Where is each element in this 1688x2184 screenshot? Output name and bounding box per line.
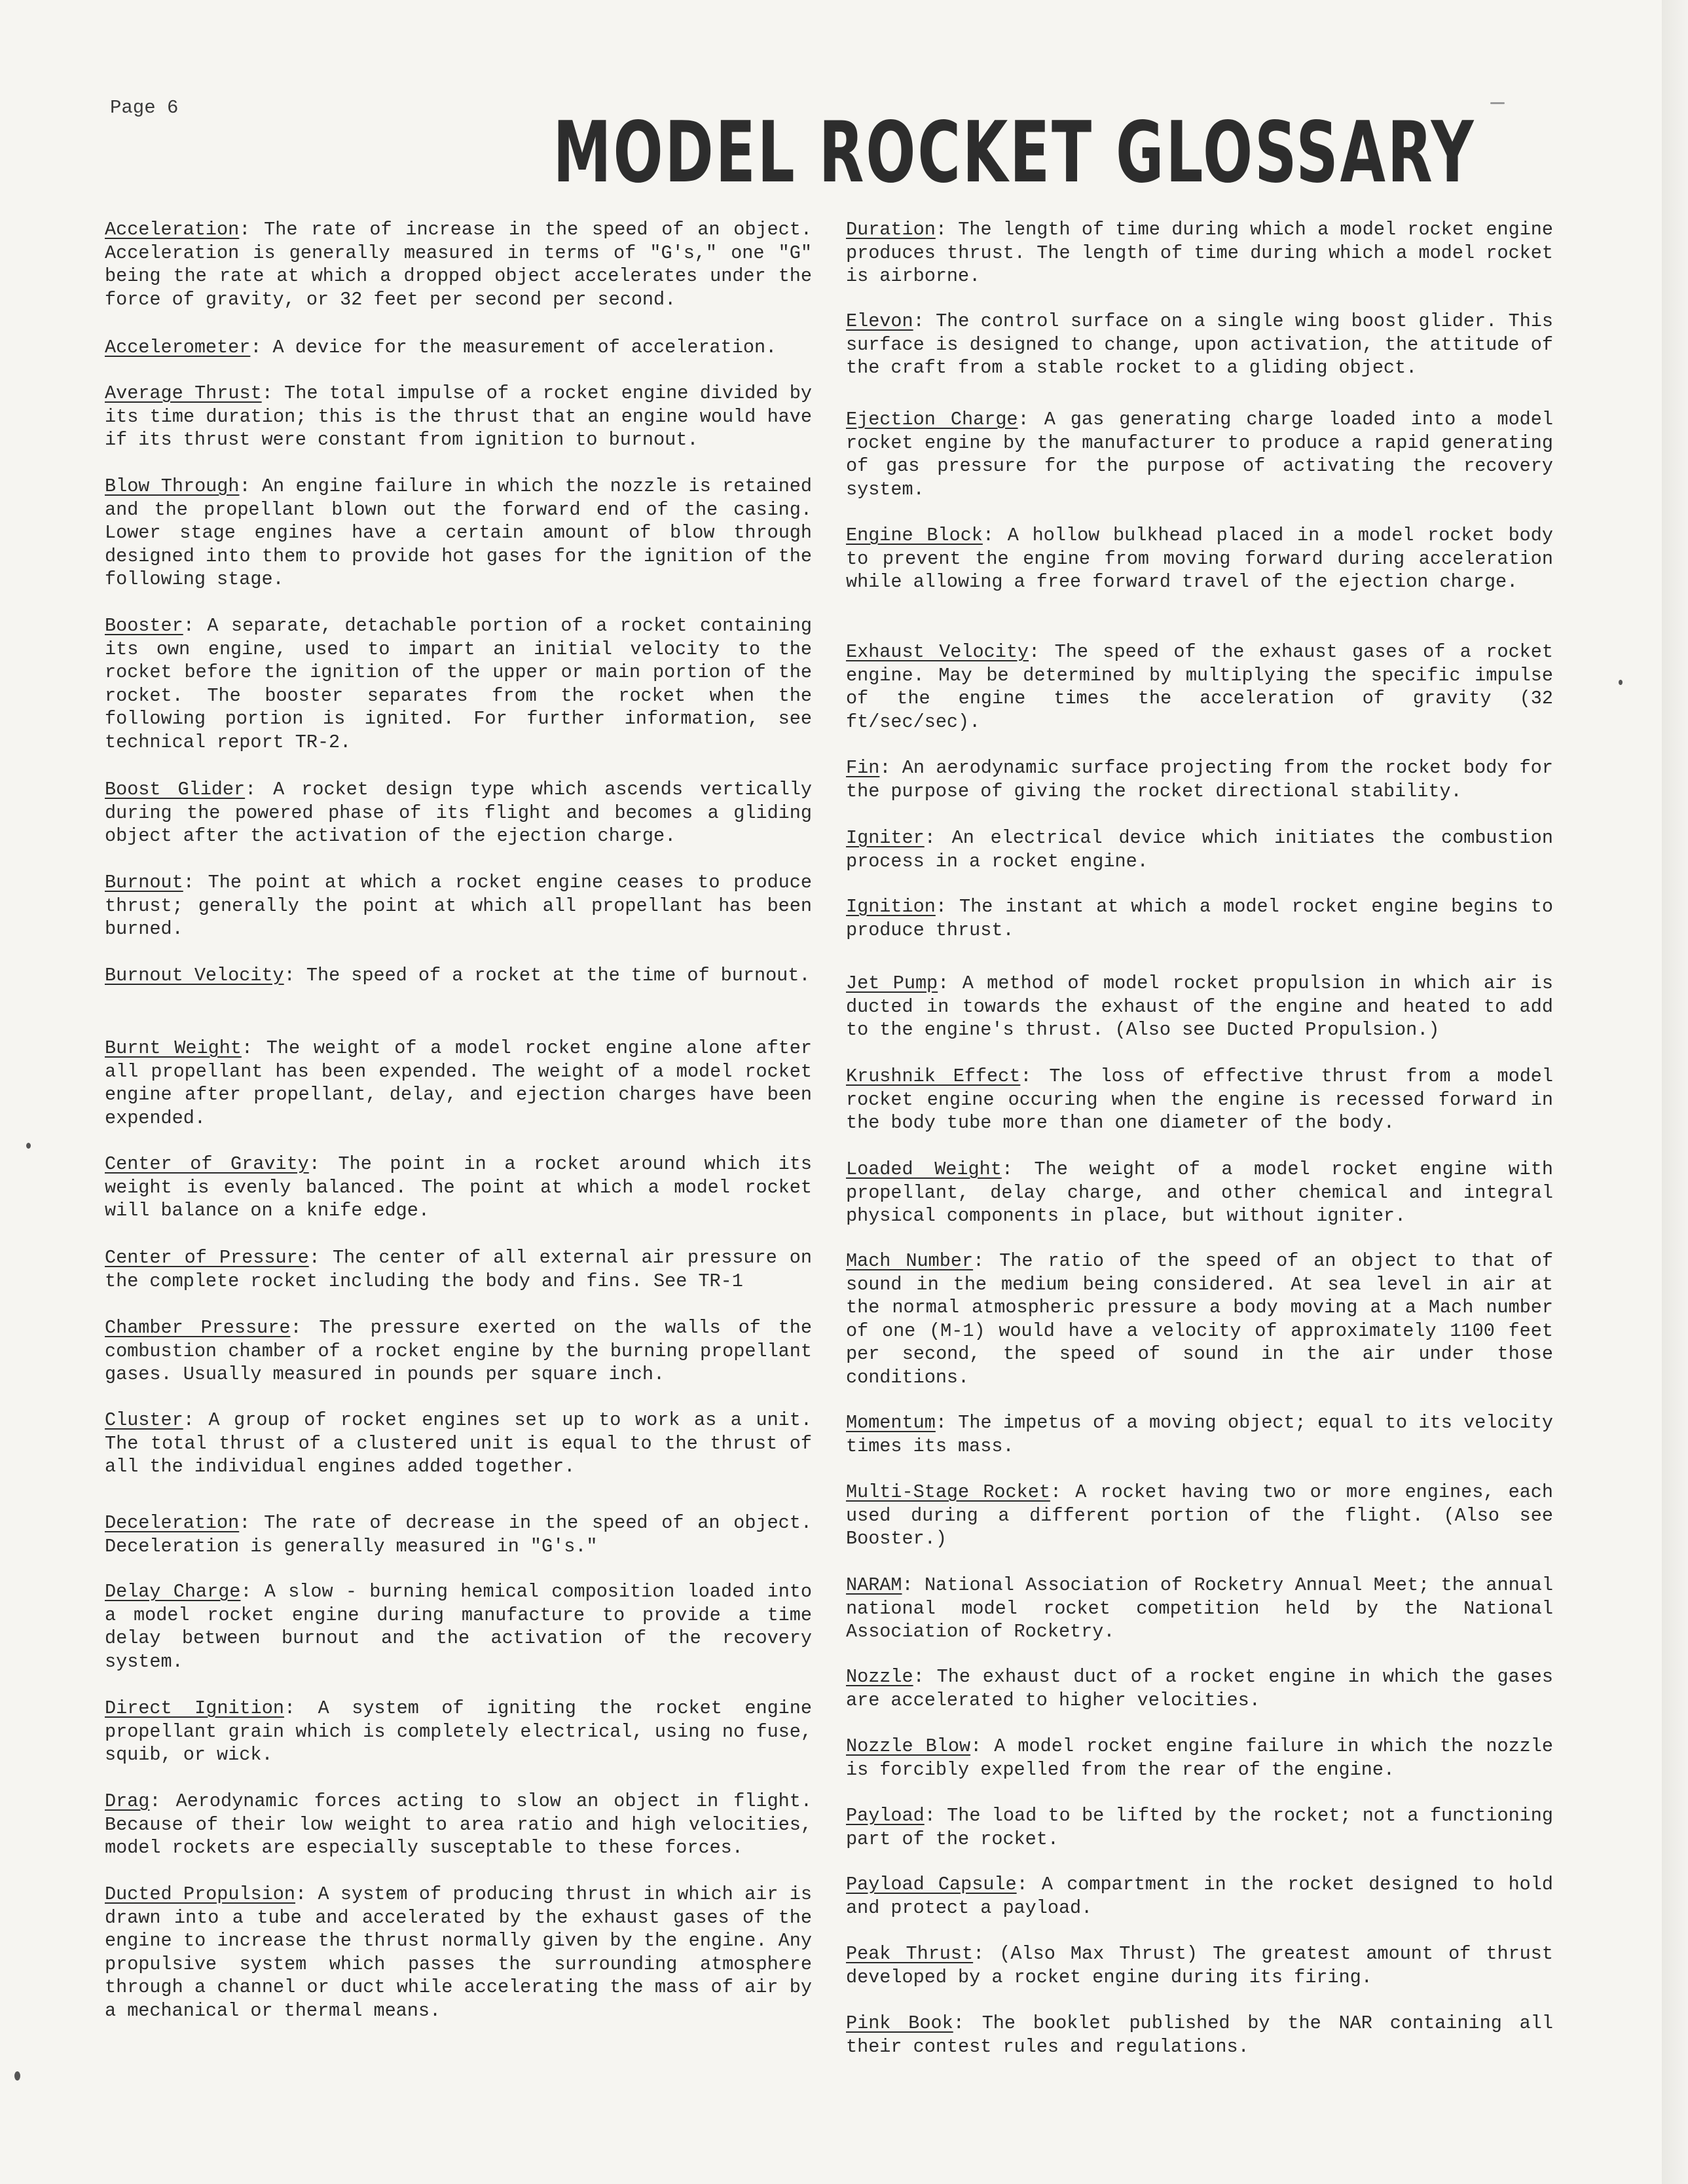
glossary-term: Ignition [846, 896, 936, 917]
glossary-definition: : The ratio of the speed of an object to that of sound in the medium being considered. At sea level in air at the normal atmospheric pressure a body moving at a Mach number of one (M-1) would have a velocity of approximately 1100 feet per second, the speed of sound in the air under those conditions. [846, 1250, 1553, 1388]
glossary-term: Blow Through [105, 475, 240, 497]
glossary-term: Booster [105, 615, 183, 637]
glossary-definition: : A method of model rocket propulsion in which air is ducted in towards the exhaust of the engine and heated to add to the engine's thrust. (Also see Ducted Propulsion.) [846, 972, 1554, 1041]
glossary-term: Igniter [846, 827, 925, 849]
glossary-entry [846, 1665, 1553, 1712]
glossary-entry [105, 871, 812, 941]
glossary-term: Acceleration [105, 219, 240, 240]
paper-speck [1619, 680, 1623, 685]
glossary-term: Boost Glider [105, 779, 246, 800]
glossary-term: Fin [846, 757, 880, 779]
glossary-entry [105, 1153, 812, 1223]
glossary-entry [846, 310, 1553, 380]
glossary-entry [105, 1409, 812, 1479]
glossary-term: Payload [846, 1805, 925, 1826]
glossary-term: Nozzle Blow [846, 1735, 971, 1757]
glossary-entry [846, 1804, 1553, 1851]
glossary-definition: : A group of rocket engines set up to work as a unit. The total thrust of a clustered unit is equal to the thrust of all the individual engines added together. [105, 1409, 812, 1477]
glossary-definition: : The exhaust duct of a rocket engine in which the gases are accelerated to higher velocities. [846, 1666, 1553, 1711]
glossary-definition: : An electrical device which initiates the combustion process in a rocket engine. [846, 827, 1553, 872]
glossary-entry [846, 1481, 1553, 1551]
glossary-entry [846, 640, 1553, 733]
glossary-entry [105, 1316, 812, 1386]
glossary-term: Engine Block [846, 525, 983, 546]
glossary-term: Payload Capsule [846, 1874, 1017, 1895]
glossary-term: Peak Thrust [846, 1943, 974, 1965]
glossary-term: Ejection Charge [846, 409, 1018, 430]
glossary-entry [846, 1942, 1553, 1989]
glossary-definition: : A slow - burning hemical composition loaded into a model rocket engine during manufacture to provide a time delay between burnout and the activation of the recovery system. [105, 1581, 813, 1673]
glossary-definition: : A separate, detachable portion of a rocket containing its own engine, used to impart an initial velocity to the rocket before the ignition of the upper or main portion of the rocket. The booster separates from the rocket when the following portion is ignited. For further information, see technical report TR-2. [105, 615, 812, 753]
paper-speck [26, 1143, 31, 1149]
glossary-entry [846, 2012, 1553, 2058]
glossary-term: Jet Pump [846, 972, 938, 994]
paper-speck [1490, 102, 1505, 104]
glossary-entry [846, 826, 1553, 873]
glossary-definition: : The speed of the exhaust gases of a rocket engine. May be determined by multiplying the specific impulse of the engine times the acceleration of gravity (32 ft/sec/sec). [846, 641, 1553, 733]
glossary-term: Burnt Weight [105, 1037, 242, 1059]
glossary-term: Cluster [105, 1409, 183, 1431]
glossary-definition: : National Association of Rocketry Annual Meet; the annual national model rocket competition held by the National Association of Rocketry. [846, 1574, 1553, 1642]
glossary-entry [105, 1883, 812, 2022]
glossary-term: Burnout [105, 872, 183, 893]
glossary-entry [105, 1697, 812, 1767]
glossary-definition: : The weight of a model rocket engine with propellant, delay charge, and other chemical and integral physical components in place, but without igniter. [846, 1158, 1553, 1227]
glossary-entry [105, 382, 812, 452]
glossary-term: Average Thrust [105, 382, 262, 404]
glossary-entry [105, 1580, 812, 1673]
glossary-term: Momentum [846, 1412, 936, 1434]
glossary-term: Loaded Weight [846, 1158, 1002, 1180]
glossary-entry [846, 218, 1553, 288]
glossary-term: Ducted Propulsion [105, 1883, 295, 1905]
glossary-entry [846, 1873, 1553, 1919]
glossary-definition: : The point in a rocket around which its weight is evenly balanced. The point at which a model rocket will balance on a knife edge. [105, 1153, 812, 1221]
glossary-term: Center of Gravity [105, 1153, 309, 1175]
glossary-entry [105, 778, 812, 848]
glossary-entry [846, 524, 1553, 594]
glossary-term: Chamber Pressure [105, 1317, 291, 1339]
glossary-term: Elevon [846, 310, 913, 332]
glossary-entry [105, 1037, 812, 1130]
glossary-definition: : An aerodynamic surface projecting from the rocket body for the purpose of giving the rocket directional stability. [846, 757, 1553, 802]
glossary-definition: : The control surface on a single wing boost glider. This surface is designed to change, upon activation, the attitude of the craft from a stable rocket to a gliding object. [846, 310, 1553, 379]
glossary-entry [846, 972, 1553, 1042]
glossary-entry [105, 475, 812, 591]
glossary-definition: : The speed of a rocket at the time of burnout. [284, 965, 811, 986]
glossary-definition: : The pressure exerted on the walls of the combustion chamber of a rocket engine by the burning propellant gases. Usually measured in pounds per square inch. [105, 1317, 812, 1385]
page-title: MODEL ROCKET GLOSSARY [553, 104, 1476, 202]
glossary-term: NARAM [846, 1574, 902, 1596]
page-number: Page 6 [110, 97, 179, 119]
paper-speck [14, 2071, 20, 2081]
glossary-entry [105, 218, 812, 311]
glossary-term: Nozzle [846, 1666, 913, 1688]
glossary-entry [846, 1411, 1553, 1458]
glossary-entry [846, 895, 1553, 942]
glossary-definition: : A gas generating charge loaded into a model rocket engine by the manufacturer to produce a rapid generating of gas pressure for the purpose of activating the recovery system. [846, 409, 1553, 500]
glossary-definition: : The instant at which a model rocket engine begins to produce thrust. [846, 896, 1553, 941]
glossary-term: Pink Book [846, 2012, 953, 2034]
glossary-definition: : A rocket design type which ascends vertically during the powered phase of its flight and becomes a gliding object after the activation of the ejection charge. [105, 779, 812, 847]
glossary-definition: : A system of igniting the rocket engine propellant grain which is completely electrical, using no fuse, squib, or wick. [105, 1697, 812, 1766]
glossary-term: Burnout Velocity [105, 965, 284, 986]
glossary-definition: : A compartment in the rocket designed to hold and protect a payload. [846, 1874, 1553, 1919]
glossary-entry [105, 964, 812, 988]
glossary-entry [105, 336, 812, 360]
glossary-entry [846, 1158, 1553, 1228]
glossary-definition: : The load to be lifted by the rocket; not a functioning part of the rocket. [846, 1805, 1553, 1850]
glossary-definition: : The impetus of a moving object; equal to its velocity times its mass. [846, 1412, 1553, 1457]
glossary-definition: : The weight of a model rocket engine alone after all propellant has been expended. The weight of a model rocket engine after propellant, delay, and ejection charges have been expended. [105, 1037, 812, 1129]
glossary-definition: : An engine failure in which the nozzle is retained and the propellant blown out the forward end of the casing. Lower stage engines have a certain amount of blow through designed into them to provide hot gases for the ignition of the following stage. [105, 475, 813, 590]
glossary-entry [846, 1574, 1553, 1644]
glossary-term: Center of Pressure [105, 1247, 309, 1268]
glossary-term: Delay Charge [105, 1581, 241, 1602]
glossary-definition: : A system of producing thrust in which air is drawn into a tube and accelerated by the exhaust gases of the engine to increase the thrust normally given by the engine. Any propulsive system which passes the surrounding atmosphere through a channel or duct while accelerating the mass of air by a mechanical or thermal means. [105, 1883, 812, 2022]
glossary-term: Accelerometer [105, 337, 251, 358]
glossary-definition: : A rocket having two or more engines, each used during a different portion of the flight. (Also see Booster.) [846, 1481, 1553, 1549]
glossary-term: Multi-Stage Rocket [846, 1481, 1050, 1503]
glossary-definition: : The loss of effective thrust from a model rocket engine occuring when the engine is recessed forward in the body tube more than one diameter of the body. [846, 1065, 1553, 1134]
glossary-entry [846, 1735, 1553, 1781]
glossary-entry [105, 614, 812, 754]
glossary-definition: : Aerodynamic forces acting to slow an object in flight. Because of their low weight to area ratio and high velocities, model rockets are especially susceptable to these forces. [105, 1790, 812, 1859]
glossary-entry [105, 1511, 812, 1558]
glossary-term: Mach Number [846, 1250, 974, 1272]
glossary-term: Krushnik Effect [846, 1065, 1021, 1087]
glossary-definition: : The center of all external air pressure on the complete rocket including the body and fins. See TR-1 [105, 1247, 812, 1292]
glossary-entry [105, 1246, 812, 1293]
glossary-definition: : The rate of decrease in the speed of an object. Deceleration is generally measured in "G's." [105, 1512, 812, 1557]
glossary-entry [105, 1790, 812, 1860]
glossary-term: Exhaust Velocity [846, 641, 1029, 663]
glossary-definition: : The booklet published by the NAR containing all their contest rules and regulations. [846, 2012, 1553, 2058]
glossary-entry [846, 1065, 1553, 1135]
glossary-term: Duration [846, 219, 936, 240]
glossary-term: Direct Ignition [105, 1697, 284, 1719]
glossary-definition: : A hollow bulkhead placed in a model rocket body to prevent the engine from moving forward during acceleration while allowing a free forward travel of the ejection charge. [846, 525, 1553, 593]
glossary-definition: : The length of time during which a model rocket engine produces thrust. The length of time during which a model rocket is airborne. [846, 219, 1553, 287]
glossary-definition: : A model rocket engine failure in which the nozzle is forcibly expelled from the rear of the engine. [846, 1735, 1553, 1781]
glossary-term: Drag [105, 1790, 150, 1812]
glossary-term: Deceleration [105, 1512, 240, 1534]
glossary-entry [846, 408, 1553, 501]
glossary-definition: : A device for the measurement of acceleration. [250, 337, 777, 358]
glossary-definition: : The total impulse of a rocket engine divided by its time duration; this is the thrust that an engine would have if its thrust were constant from ignition to burnout. [105, 382, 812, 451]
glossary-entry [846, 756, 1553, 803]
glossary-definition: : The rate of increase in the speed of an object. Acceleration is generally measured in terms of "G's," one "G" being the rate at which a dropped object accelerates under the force of gravity, or 32 feet per second per second. [105, 219, 812, 310]
glossary-definition: : (Also Max Thrust) The greatest amount of thrust developed by a rocket engine during its firing. [846, 1943, 1553, 1988]
glossary-definition: : The point at which a rocket engine ceases to produce thrust; generally the point at which all propellant has been burned. [105, 872, 812, 940]
glossary-entry [846, 1249, 1553, 1389]
page-edge [1662, 0, 1688, 2184]
